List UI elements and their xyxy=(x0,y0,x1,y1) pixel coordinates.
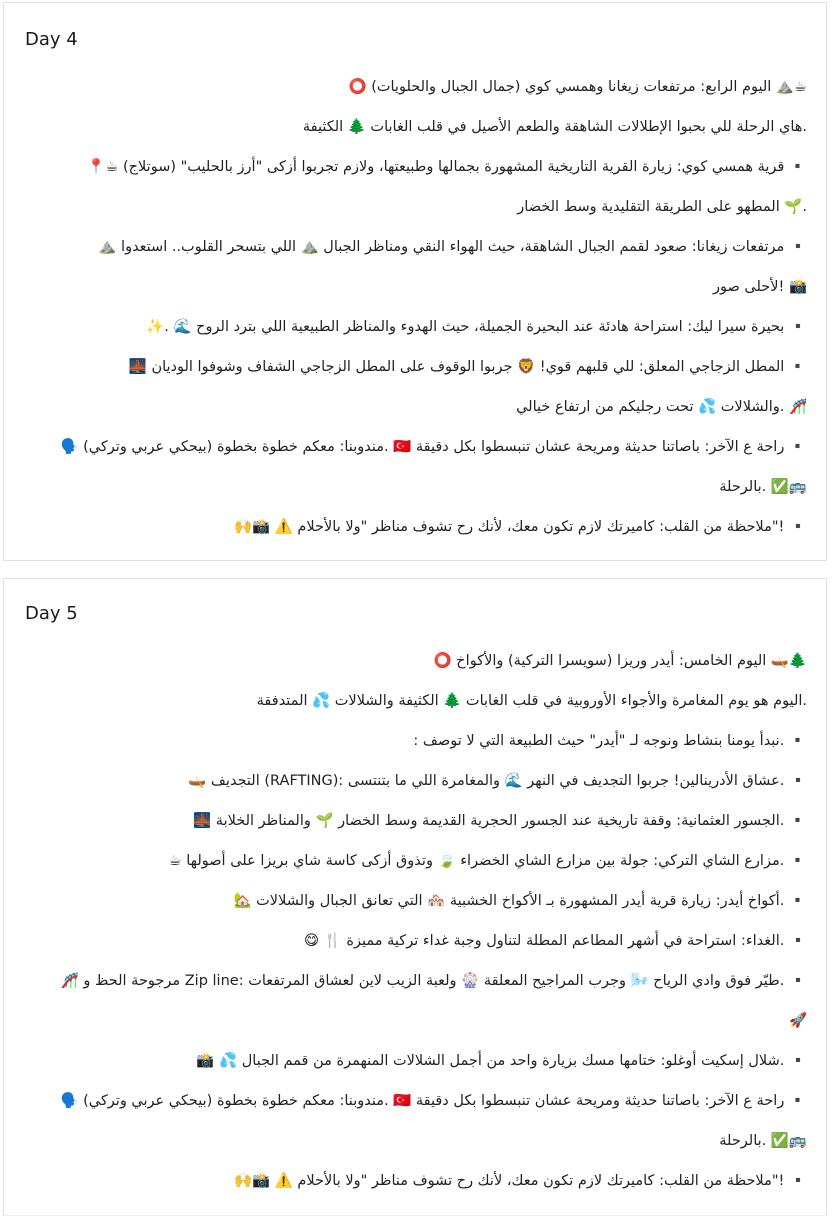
itinerary-line: ▪️ !"ملاحظة من القلب: كاميرتك لازم تكون معك، لأنك رح تشوف مناظر "ولا بالأحلام ⚠️ 📸🙌 xyxy=(234,519,807,535)
itinerary-line: ▪️ .طيّر فوق وادي الرياح 🌬️ وجرب المراجيح المعلقة 🎡 ولعبة الزيب لاين لعشاق المرتفعات :Zip line مرجوحة الحظ و 🎢 xyxy=(60,973,807,989)
itinerary-line: ▪️ .مزارع الشاي التركي: جولة بين مزارع الشاي الخضراء 🍃 وتذوق أزكى كاسة شاي بريزا على أصولها ☕ xyxy=(168,853,807,869)
day-title: Day 5 xyxy=(25,603,78,624)
itinerary-line: 🚌✅ .بالرحلة xyxy=(719,1133,807,1149)
itinerary-line: 🌲🛶 اليوم الخامس: أيدر وريزا (سويسرا التركية) والأكواخ ⭕ xyxy=(433,653,807,669)
day-card xyxy=(3,2,827,561)
day-card xyxy=(3,578,827,1216)
itinerary-line: 🚀 xyxy=(788,1013,807,1029)
itinerary-line: .اليوم هو يوم المغامرة والأجواء الأوروبية في قلب الغابات 🌲 الكثيفة والشلالات 💦 المتدفقة xyxy=(256,693,807,709)
itinerary-line: ▪️ راحة ع الآخر: باصاتنا حديثة ومريحة عشان تنبسطوا بكل دقيقة 🇹🇷 .مندوبنا: معكم خطوة بخطوة (بيحكي عربي وتركي) 🗣️ xyxy=(60,1093,807,1109)
itinerary-line: ▪️ قرية همسي كوي: زيارة القرية التاريخية المشهورة بجمالها وطبيعتها، ولازم تجربوا أزكى "أرز بالحليب" (سوتلاج) ☕📍 xyxy=(87,159,807,175)
itinerary-line: ▪️ .الجسور العثمانية: وقفة تاريخية عند الجسور الحجرية القديمة وسط الخضار 🌱 والمناظر الخلابة 🌉 xyxy=(193,813,807,829)
itinerary-line: ☕⛰️ اليوم الرابع: مرتفعات زيغانا وهمسي كوي (جمال الجبال والحلويات) ⭕ xyxy=(348,79,807,95)
itinerary-line: 🚌✅ .بالرحلة xyxy=(719,479,807,495)
itinerary-line: ▪️ بحيرة سيرا ليك: استراحة هادئة عند البحيرة الجميلة، حيث الهدوء والمناظر الطبيعية اللي بترد الروح 🌊 .✨ xyxy=(146,319,807,335)
itinerary-line: ▪️ .أكواخ أيدر: زيارة قرية أيدر المشهورة بـ الأكواخ الخشبية 🏘️ التي تعانق الجبال والشلالات 🏡 xyxy=(233,893,807,909)
itinerary-line: 🎢 .والشلالات 💦 تحت رجليكم من ارتفاع خيالي xyxy=(516,399,807,415)
itinerary-line: ▪️ !"ملاحظة من القلب: كاميرتك لازم تكون معك، لأنك رح تشوف مناظر "ولا بالأحلام ⚠️ 📸🙌 xyxy=(234,1173,807,1189)
itinerary-line: ▪️ راحة ع الآخر: باصاتنا حديثة ومريحة عشان تنبسطوا بكل دقيقة 🇹🇷 .مندوبنا: معكم خطوة بخطوة (بيحكي عربي وتركي) 🗣️ xyxy=(60,439,807,455)
itinerary-line: .هاي الرحلة للي بحبوا الإطلالات الشاهقة والطعم الأصيل في قلب الغابات 🌲 الكثيفة xyxy=(302,119,807,135)
itinerary-line: ▪️ .عشاق الأدرينالين! جربوا التجديف في النهر 🌊 والمغامرة اللي ما بتنتسى :(RAFTING) التجديف 🛶 xyxy=(188,773,807,789)
itinerary-line: ▪️ .الغداء: استراحة في أشهر المطاعم المطلة لتناول وجبة غداء تركية مميزة 🍴 😋 xyxy=(304,933,807,949)
itinerary-line: ▪️ المطل الزجاجي المعلق: للي قلبهم قوي! 🦁 جربوا الوقوف على المطل الزجاجي الشفاف وشوفوا الوديان 🌉 xyxy=(128,359,807,375)
itinerary-line: ▪️ .شلال إسكيت أوغلو: ختامها مسك بزيارة واحد من أجمل الشلالات المنهمرة من قمم الجبال 💦 📸 xyxy=(196,1053,807,1069)
itinerary-line: ▪️ .نبدأ يومنا بنشاط ونوجه لـ "أيدر" حيث الطبيعة التي لا توصف : xyxy=(413,733,807,749)
itinerary-line: .🌱 المطهو على الطريقة التقليدية وسط الخضار xyxy=(517,199,807,215)
itinerary-line: ▪️ مرتفعات زيغانا: صعود لقمم الجبال الشاهقة، حيث الهواء النقي ومناظر الجبال ⛰️ اللي بتسحر القلوب.. استعدوا ⛰️ xyxy=(98,239,807,255)
day-title: Day 4 xyxy=(25,29,78,50)
itinerary-line: 📸 !لأحلى صور xyxy=(712,279,807,295)
